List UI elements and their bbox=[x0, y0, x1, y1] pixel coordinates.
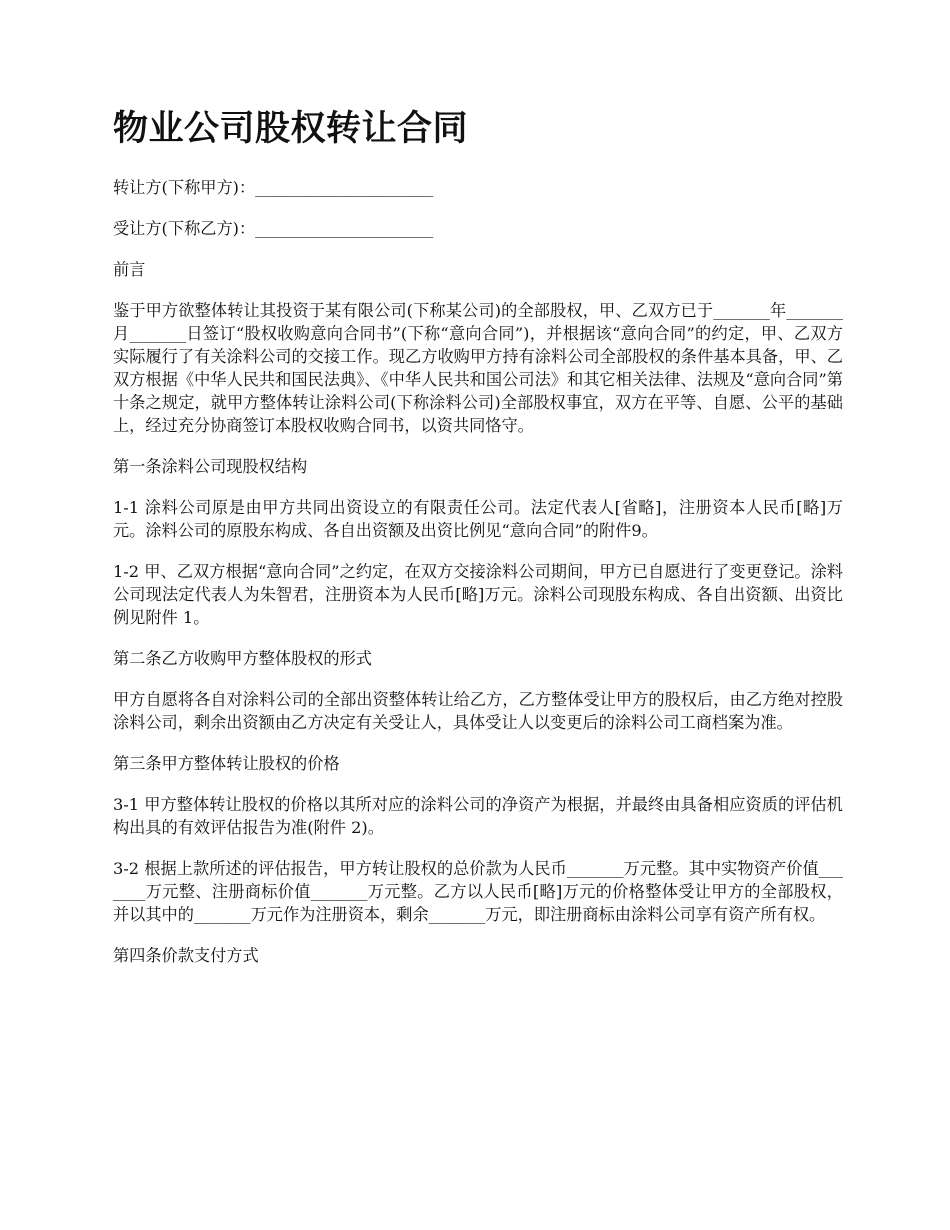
document-title: 物业公司股权转让合同 bbox=[113, 109, 469, 149]
preface-paragraph: 鉴于甲方欲整体转让其投资于某有限公司(下称某公司)的全部股权，甲、乙双方已于_______年_______月_______日签订“股权收购意向合同书”(下称“意向合同”)，并根据该“意向合同”的约定，甲、乙双方实际履行了有关涂料公司的交接工作。现乙方收购甲方持有涂料公司全部股权的条件基本具备，甲、乙双方根据《中华人民共和国民法典》、《中华人民共和国公司法》和其它相关法律、法规及“意向合同”第十条之规定，就甲方整体转让涂料公司(下称涂料公司)全部股权事宜，双方在平等、自愿、公平的基础上，经过充分协商签订本股权收购合同书，以资共同恪守。 bbox=[113, 301, 843, 435]
article3-clause1: 3-1 甲方整体转让股权的价格以其所对应的涂料公司的净资产为根据，并最终由具备相应资质的评估机构出具的有效评估报告为准(附件 2)。 bbox=[113, 795, 843, 837]
preface-heading: 前言 bbox=[113, 260, 146, 279]
article3-clause2: 3-2 根据上款所述的评估报告，甲方转让股权的总价款为人民币_______万元整。其中实物资产价值_______万元整、注册商标价值_______万元整。乙方以人民币[略]万元的价格整体受让甲方的全部股权，并以其中的_______万元作为注册资本，剩余_______万元，即注册商标由涂料公司享有资产所有权。 bbox=[113, 859, 843, 924]
article1-heading: 第一条涂料公司现股权结构 bbox=[113, 457, 308, 476]
article1-clause1: 1-1 涂料公司原是由甲方共同出资设立的有限责任公司。法定代表人[省略]，注册资本人民币[略]万元。涂料公司的原股东构成、各自出资额及出资比例见“意向合同”的附件9。 bbox=[113, 498, 843, 540]
article2-heading: 第二条乙方收购甲方整体股权的形式 bbox=[113, 649, 372, 668]
transferee-line: 受让方(下称乙方)：______________________ bbox=[113, 219, 434, 238]
article3-heading: 第三条甲方整体转让股权的价格 bbox=[113, 754, 340, 773]
document-page bbox=[113, 108, 843, 985]
article2-paragraph: 甲方自愿将各自对涂料公司的全部出资整体转让给乙方，乙方整体受让甲方的股权后，由乙方绝对控股涂料公司，剩余出资额由乙方决定有关受让人，具体受让人以变更后的涂料公司工商档案为准。 bbox=[113, 690, 843, 732]
transferor-line: 转让方(下称甲方)：______________________ bbox=[113, 178, 434, 197]
article4-heading: 第四条价款支付方式 bbox=[113, 946, 259, 965]
article1-clause2: 1-2 甲、乙双方根据“意向合同”之约定，在双方交接涂料公司期间，甲方已自愿进行了变更登记。涂料公司现法定代表人为朱智君，注册资本为人民币[略]万元。涂料公司现股东构成、各自出资额、出资比例见附件 1。 bbox=[113, 562, 843, 627]
